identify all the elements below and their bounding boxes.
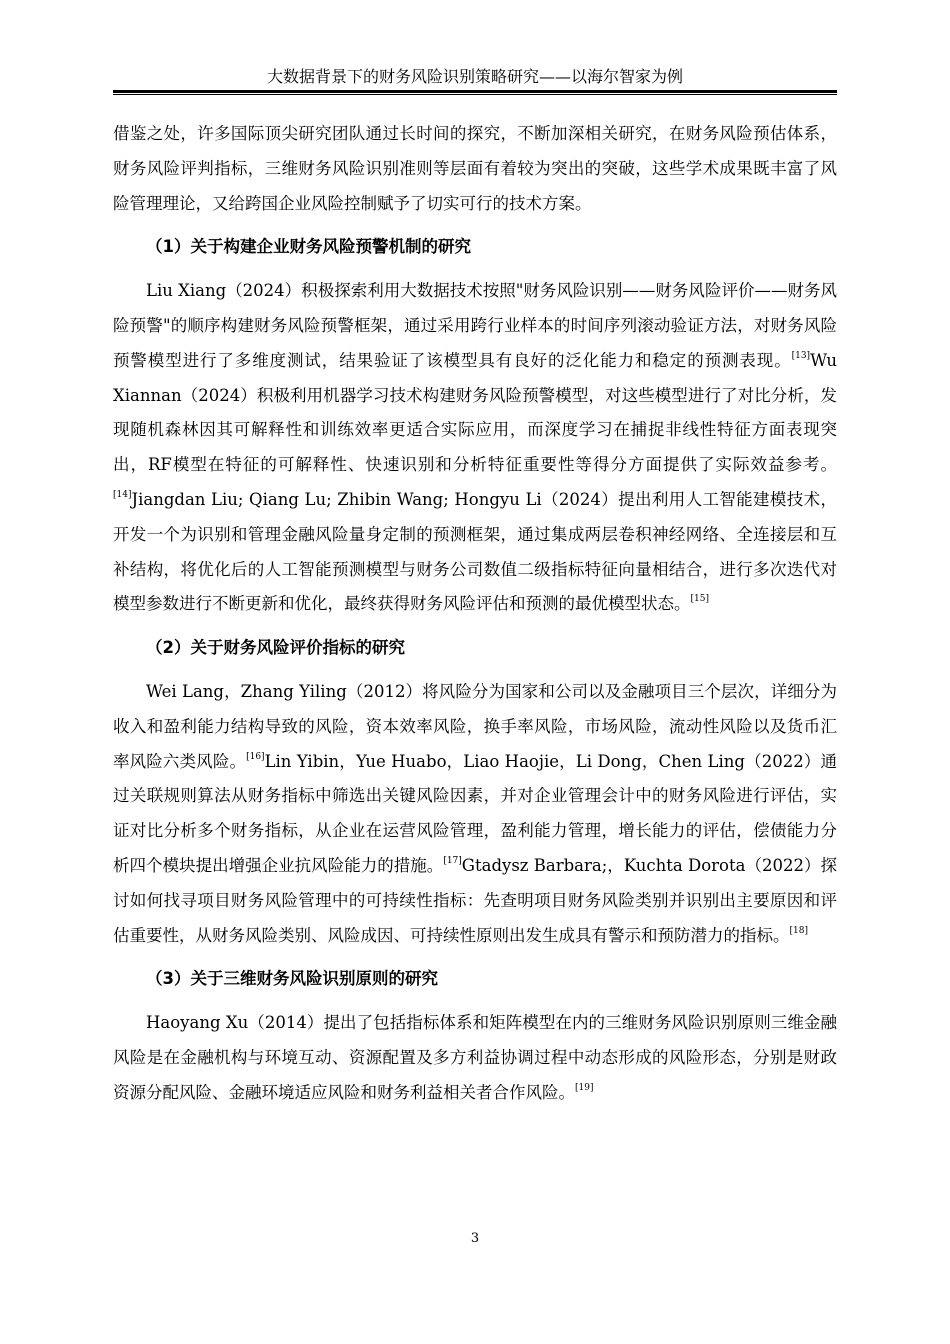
citation-ref: [18]: [789, 925, 808, 936]
paragraph-text: Liu Xiang（2024）积极探索利用大数据技术按照"财务风险识别——财务风险评价——财务风险预警"的顺序构建财务风险预警框架，通过采用跨行业样本的时间序列滚动验证方法，对财务风险预警模型进行了多维度测试，结果验证了该模型具有良好的泛化能力和稳定的预测表现。: [113, 281, 837, 370]
section-heading-3: （3）关于三维财务风险识别原则的研究: [146, 969, 438, 989]
section-heading-2: （2）关于财务风险评价指标的研究: [146, 638, 405, 658]
citation-ref: [17]: [443, 855, 462, 866]
body-paragraph: [113, 1006, 837, 1110]
paragraph-text: Jiangdan Liu; Qiang Lu; Zhibin Wang; Hongyu Li（2024）提出利用人工智能建模技术，开发一个为识别和管理金融风险量身定制的预测框架，通过集成两层卷积神经网络、全连接层和互补结构，将优化后的人工智能预测模型与财务公司数值二级指标特征向量相结合，进行多次迭代对模型参数进行不断更新和优化，最终获得财务风险评估和预测的最优模型状态。: [113, 489, 837, 614]
paragraph-text: Lin Yibin，Yue Huabo，Liao Haojie，Li Dong，Chen Ling（2022）通过关联规则算法从财务指标中筛选出关键风险因素，并对企业管理会计中的财务风险进行评估，实证对比分析多个财务指标，从企业在运营风险管理，盈利能力管理，增长能力的评估，偿债能力分析四个模块提出增强企业抗风险能力的措施。: [113, 751, 837, 875]
page-body: [113, 117, 837, 1111]
body-paragraph: [113, 675, 837, 953]
intro-paragraph: 借鉴之处，许多国际顶尖研究团队通过长时间的探究，不断加深相关研究，在财务风险预估体系，财务风险评判指标，三维财务风险识别准则等层面有着较为突出的突破，这些学术成果既丰富了风险管理理论，又给跨国企业风险控制赋予了切实可行的技术方案。: [113, 124, 837, 213]
header-rule-thin: [113, 94, 837, 95]
citation-ref: [16]: [246, 751, 265, 762]
paragraph-text: Haoyang Xu（2014）提出了包括指标体系和矩阵模型在内的三维财务风险识别原则三维金融风险是在金融机构与环境互动、资源配置及多方利益协调过程中动态形成的风险形态，分别是财政资源分配风险、金融环境适应风险和财务利益相关者合作风险。: [113, 1013, 837, 1102]
citation-ref: [19]: [575, 1082, 594, 1093]
paragraph-text: Wei Lang，Zhang Yiling（2012）将风险分为国家和公司以及金融项目三个层次，详细分为收入和盈利能力结构导致的风险，资本效率风险，换手率风险，市场风险，流动性风险以及货币汇率风险六类风险。: [113, 681, 837, 771]
paragraph-text: Wu Xiannan（2024）积极利用机器学习技术构建财务风险预警模型，对这些模型进行了对比分析，发现随机森林因其可解释性和训练效率更适合实际应用，而深度学习在捕捉非线性特征方面表现突出，RF模型在特征的可解释性、快速识别和分析特征重要性等得分方面提供了实际效益参考。: [113, 350, 837, 475]
page-number: 3: [470, 1231, 480, 1246]
header-rule-thick: [113, 90, 837, 93]
section-heading-1: （1）关于构建企业财务风险预警机制的研究: [146, 237, 471, 257]
citation-ref: [14]: [113, 489, 132, 500]
paragraph-text: Gtadysz Barbara;，Kuchta Dorota（2022）探讨如何找寻项目财务风险管理中的可持续性指标：先查明项目财务风险类别并识别出主要原因和评估重要性，从财务风险类别、风险成因、可持续性原则出发生成具有警示和预防潜力的指标。: [113, 855, 838, 945]
citation-ref: [15]: [690, 594, 709, 605]
running-header: 大数据背景下的财务风险识别策略研究——以海尔智家为例: [266, 67, 683, 86]
citation-ref: [13]: [791, 350, 811, 361]
body-paragraph: [113, 274, 837, 622]
